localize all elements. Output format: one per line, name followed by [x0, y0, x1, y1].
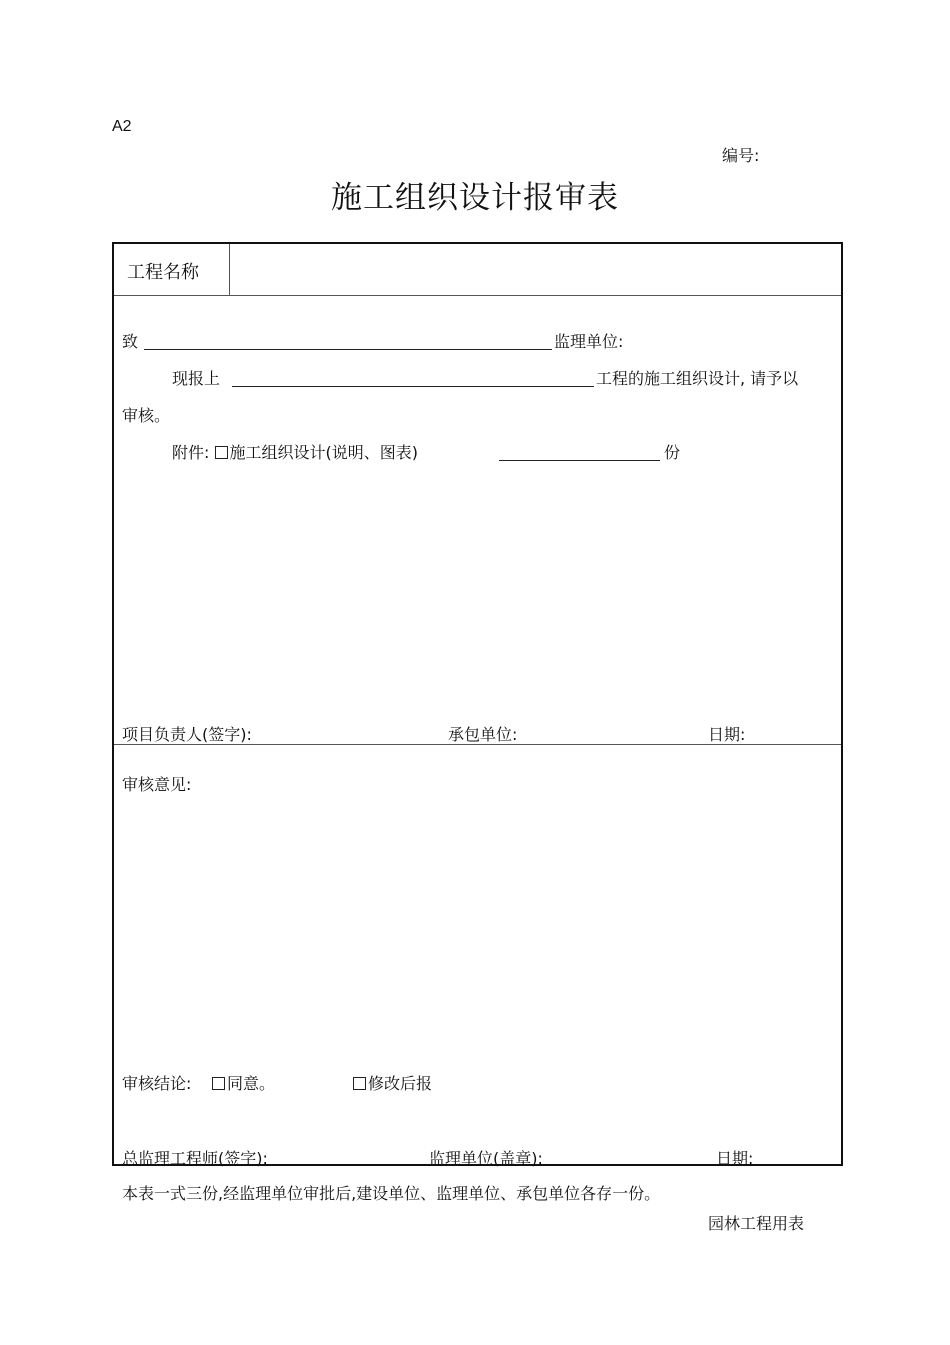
agree-checkbox[interactable]	[212, 1077, 225, 1090]
revise-option-label: 修改后报	[368, 1074, 433, 1093]
report-suffix-2: 审核。	[122, 406, 171, 425]
date-label-2: 日期:	[716, 1149, 754, 1168]
attachment-item: 施工组织设计(说明、图表)	[229, 443, 418, 462]
project-name-divider	[229, 244, 230, 295]
page-title: 施工组织设计报审表	[331, 180, 619, 216]
footer-brand: 园林工程用表	[708, 1214, 805, 1233]
supervisor-seal-label: 监理单位(盖章):	[429, 1149, 543, 1168]
row-divider-1	[114, 295, 841, 296]
attachment-checkbox[interactable]	[215, 446, 228, 459]
attachment-row	[172, 440, 418, 463]
form-code: A2	[112, 118, 132, 135]
review-form	[112, 242, 843, 1166]
agree-option	[212, 1071, 275, 1094]
date-label: 日期:	[708, 725, 746, 744]
attachment-copies-field[interactable]	[499, 460, 660, 461]
copies-label: 份	[664, 443, 681, 462]
revise-checkbox[interactable]	[353, 1077, 366, 1090]
supervisor-unit-label: 监理单位:	[554, 332, 624, 351]
report-project-field[interactable]	[232, 386, 594, 387]
revise-option	[353, 1071, 432, 1094]
row-divider-2	[114, 744, 841, 745]
footer-note: 本表一式三份,经监理单位审批后,建设单位、监理单位、承包单位各存一份。	[122, 1184, 661, 1203]
to-supervisor-field[interactable]	[144, 349, 552, 350]
attachment-label: 附件:	[172, 443, 210, 462]
to-label: 致	[122, 332, 139, 351]
report-suffix: 工程的施工组织设计, 请予以	[596, 369, 799, 388]
chief-supervisor-label: 总监理工程师(签字):	[122, 1149, 268, 1168]
conclusion-label: 审核结论:	[122, 1074, 192, 1093]
report-prefix: 现报上	[172, 369, 221, 388]
review-opinion-area[interactable]	[122, 796, 834, 1056]
project-name-field[interactable]	[232, 246, 837, 292]
review-opinion-label: 审核意见:	[122, 775, 192, 794]
agree-option-label: 同意。	[227, 1074, 276, 1093]
project-name-label: 工程名称	[127, 262, 199, 283]
contractor-label: 承包单位:	[448, 725, 518, 744]
serial-number-label: 编号:	[722, 146, 760, 165]
project-manager-label: 项目负责人(签字):	[122, 725, 252, 744]
